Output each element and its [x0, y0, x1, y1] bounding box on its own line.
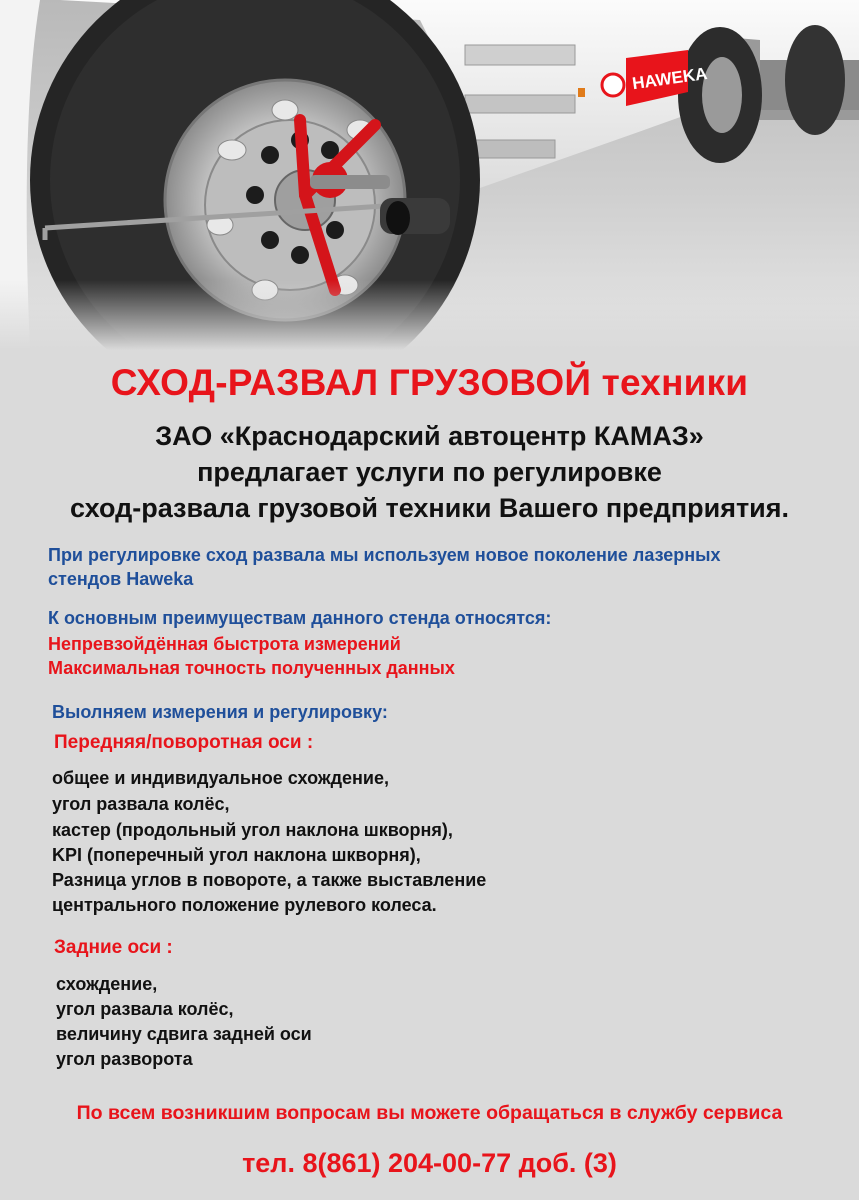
photo-fade	[0, 280, 859, 350]
measurements-heading: Выолняем измерения и регулировку:	[52, 702, 388, 722]
haweka-logo-text: HAWEKA	[630, 63, 709, 94]
intro-line-1: При регулировке сход развала мы используем новое поколение лазерных	[48, 545, 721, 565]
list-item: KPI (поперечный угол наклона шкворня),	[52, 845, 421, 865]
list-item: центрального положение рулевого колеса.	[52, 895, 437, 915]
truck-wheel-photo	[0, 0, 859, 350]
list-item: угол разворота	[56, 1049, 193, 1069]
list-item: Разница углов в повороте, а также выставление	[52, 870, 487, 890]
contact-text: По всем возникшим вопросам вы можете обращаться в службу сервиса	[76, 1102, 783, 1124]
front-axles-heading: Передняя/поворотная оси :	[54, 732, 314, 753]
advantages-heading: К основным преимуществам данного стенда относятся:	[48, 608, 552, 628]
company-line-2: предлагает услуги по регулировке	[197, 457, 662, 487]
list-item: кастер (продольный угол наклона шкворня),	[52, 820, 453, 840]
intro-line-2: стендов Haweka	[48, 569, 194, 589]
list-item: величину сдвига задней оси	[56, 1024, 312, 1044]
list-item: угол развала колёс,	[52, 794, 230, 814]
list-item: угол развала колёс,	[56, 999, 234, 1019]
list-item: схождение,	[56, 974, 158, 994]
rear-axles-heading: Задние оси :	[54, 937, 173, 958]
advantage-item: Максимальная точность полученных данных	[48, 658, 455, 678]
phone-number: тел. 8(861) 204-00-77 доб. (3)	[242, 1148, 617, 1178]
company-line-3: сход-развала грузовой техники Вашего предприятия.	[69, 493, 790, 523]
advantage-item: Непревзойдённая быстрота измерений	[48, 634, 401, 654]
list-item: общее и индивидуальное схождение,	[52, 768, 389, 788]
company-line-1: ЗАО «Краснодарский автоцентр КАМАЗ»	[155, 421, 704, 451]
page-title: СХОД-РАЗВАЛ ГРУЗОВОЙ техники	[110, 362, 749, 403]
